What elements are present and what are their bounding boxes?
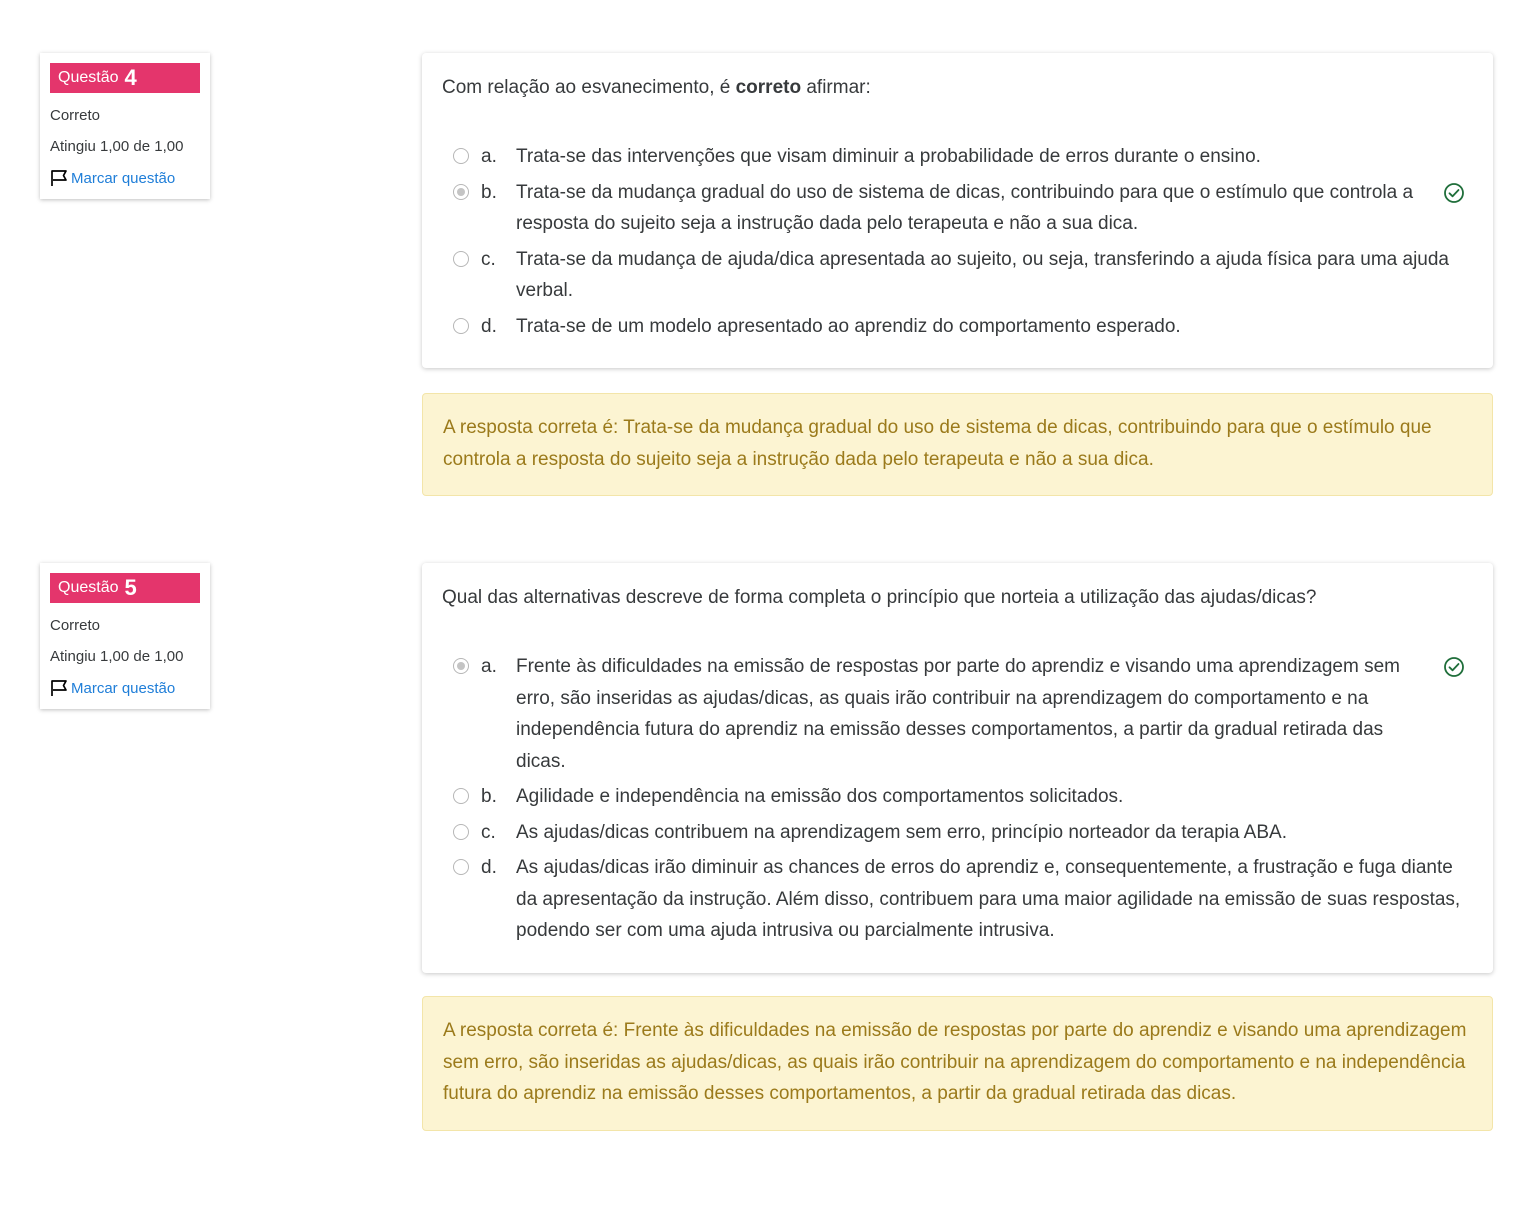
answer-radio[interactable] bbox=[453, 318, 469, 334]
answer-letter: a. bbox=[481, 656, 497, 677]
correct-answer-feedback: A resposta correta é: Frente às dificuldades na emissão de respostas por parte do aprendiz e visando uma aprendizagem sem erro, são inseridas as ajudas/dicas, as quais irão contribuir na aprendizagem do comportamento e na independência futura do aprendiz na emissão desses comportamentos, a partir da gradual retirada das dicas. bbox=[422, 996, 1493, 1131]
answer-options bbox=[442, 141, 1473, 342]
answer-option[interactable] bbox=[442, 311, 1473, 343]
answer-text: Trata-se das intervenções que visam diminuir a probabilidade de erros durante o ensino. bbox=[516, 146, 1261, 167]
check-circle-icon bbox=[1443, 182, 1465, 204]
answer-letter: b. bbox=[481, 181, 497, 203]
answer-text: As ajudas/dicas contribuem na aprendizagem sem erro, princípio norteador da terapia ABA. bbox=[516, 821, 1287, 843]
question-info-panel bbox=[40, 563, 210, 709]
correct-answer-feedback: A resposta correta é: Trata-se da mudança gradual do uso de sistema de dicas, contribuindo para que o estímulo que controla a resposta do sujeito seja a instrução dada pelo terapeuta e não a sua dica. bbox=[422, 393, 1493, 496]
answer-letter: d. bbox=[481, 857, 497, 878]
answer-radio[interactable] bbox=[453, 251, 469, 267]
answer-text: As ajudas/dicas irão diminuir as chances de erros do aprendiz e, consequentemente, a frustração e fuga diante da apresentação da instrução. Além disso, contribuem para uma maior agilidade na emissão de suas respostas, podendo ser com uma ajuda intrusiva ou parcialmente intrusiva. bbox=[516, 857, 1461, 941]
answer-letter: c. bbox=[481, 248, 496, 270]
answer-text: Trata-se da mudança de ajuda/dica apresentada ao sujeito, ou seja, transferindo a ajuda física para uma ajuda verbal. bbox=[516, 248, 1450, 301]
answer-option[interactable] bbox=[442, 177, 1473, 240]
answer-letter: c. bbox=[481, 821, 496, 843]
answer-letter: b. bbox=[481, 786, 497, 807]
question-state: Correto bbox=[50, 617, 101, 634]
answer-text: Frente às dificuldades na emissão de respostas por parte do aprendiz e visando uma aprendizagem sem erro, são inseridas as ajudas/dicas, as quais irão contribuir na aprendizagem do comportamento e na independência futura do aprendiz na emissão desses comportamentos, a partir da gradual retirada das dicas. bbox=[516, 656, 1401, 772]
flag-icon bbox=[50, 679, 68, 697]
answer-letter: d. bbox=[481, 315, 497, 337]
answer-radio[interactable] bbox=[453, 148, 469, 164]
answer-text: Trata-se de um modelo apresentado ao aprendiz do comportamento esperado. bbox=[516, 315, 1181, 337]
answer-option[interactable] bbox=[442, 244, 1473, 307]
question-content bbox=[422, 563, 1493, 973]
answer-radio[interactable] bbox=[453, 824, 469, 840]
answer-letter: a. bbox=[481, 146, 497, 167]
answer-option[interactable] bbox=[442, 141, 1473, 173]
answer-radio[interactable] bbox=[453, 184, 469, 200]
question-grade: Atingiu 1,00 de 1,00 bbox=[50, 138, 184, 155]
question-state: Correto bbox=[50, 107, 101, 124]
flag-question-link[interactable] bbox=[50, 169, 200, 187]
question-text: Com relação ao esvanecimento, é correto afirmar: bbox=[442, 77, 871, 98]
question-text-emphasis: correto bbox=[735, 77, 802, 98]
answer-option[interactable] bbox=[442, 781, 1473, 813]
answer-option[interactable] bbox=[442, 817, 1473, 849]
question-text: Qual das alternativas descreve de forma completa o princípio que norteia a utilização das ajudas/dicas? bbox=[442, 587, 1317, 608]
question-content bbox=[422, 53, 1493, 368]
question-number-badge bbox=[50, 573, 200, 603]
answer-radio[interactable] bbox=[453, 788, 469, 804]
question-label: Questão bbox=[58, 69, 119, 86]
answer-radio[interactable] bbox=[453, 658, 469, 674]
question-grade: Atingiu 1,00 de 1,00 bbox=[50, 648, 184, 665]
answer-option[interactable] bbox=[442, 852, 1473, 947]
answer-text: Agilidade e independência na emissão dos comportamentos solicitados. bbox=[516, 786, 1124, 807]
question-label: Questão bbox=[58, 579, 119, 596]
answer-radio[interactable] bbox=[453, 859, 469, 875]
answer-text: Trata-se da mudança gradual do uso de sistema de dicas, contribuindo para que o estímulo que controla a resposta do sujeito seja a instrução dada pelo terapeuta e não a sua dica. bbox=[516, 181, 1414, 234]
flag-question-label: Marcar questão bbox=[71, 169, 176, 187]
answer-option[interactable] bbox=[442, 651, 1473, 777]
answer-options bbox=[442, 651, 1473, 947]
question-number: 5 bbox=[124, 575, 137, 600]
question-number: 4 bbox=[124, 65, 137, 90]
question-number-badge bbox=[50, 63, 200, 93]
flag-question-label: Marcar questão bbox=[71, 679, 176, 697]
flag-icon bbox=[50, 169, 68, 187]
flag-question-link[interactable] bbox=[50, 679, 200, 697]
check-circle-icon bbox=[1443, 656, 1465, 678]
question-info-panel bbox=[40, 53, 210, 199]
